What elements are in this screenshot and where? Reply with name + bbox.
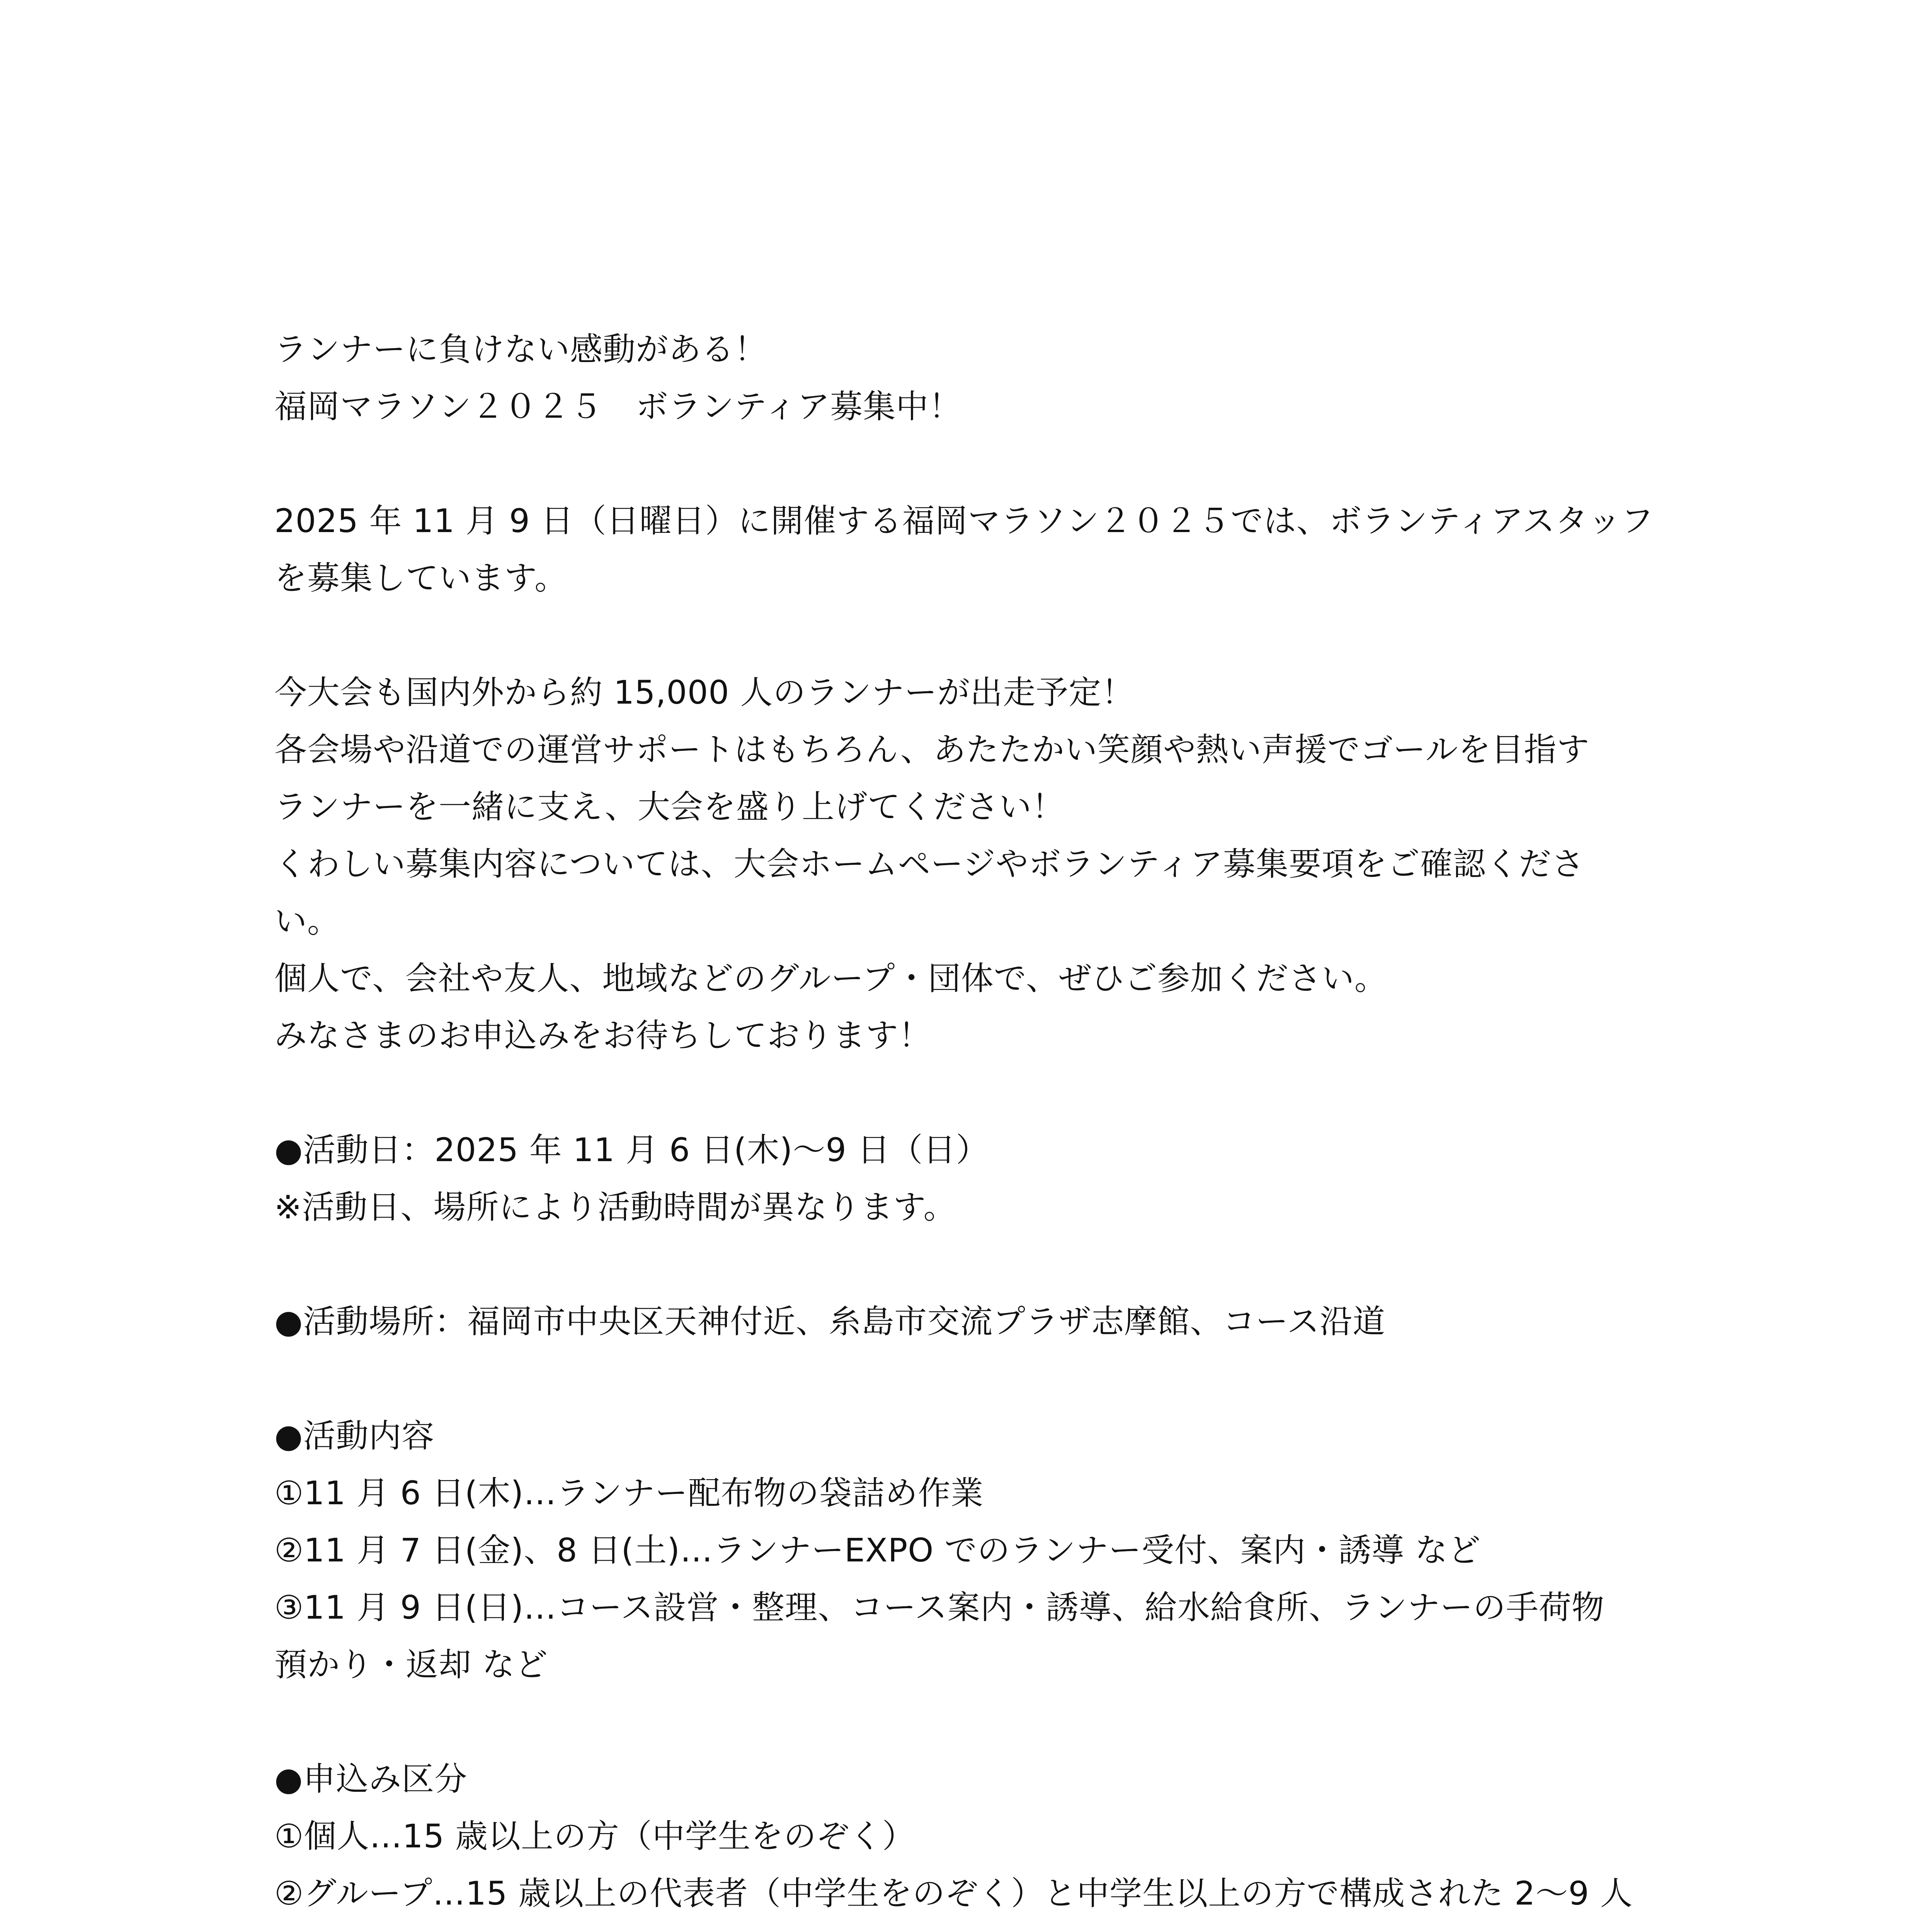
spacer <box>274 1064 1666 1121</box>
application-category-heading: ●申込み区分 <box>274 1760 468 1798</box>
body-line-5: い。 <box>274 902 340 940</box>
title-line-1: ランナーに負けない感動がある！ <box>274 330 767 368</box>
activity-place-heading: ●活動場所：福岡市中央区天神付近、糸島市交流プラザ志摩館、コース沿道 <box>274 1303 1386 1340</box>
spacer <box>274 1693 1666 1750</box>
activity-date-note: ※活動日、場所により活動時間が異なります。 <box>274 1188 956 1226</box>
spacer <box>274 435 1666 492</box>
intro-line-1: 2025 年 11 月 9 日（日曜日）に開催する福岡マラソン２０２５では、ボランティアスタッフ <box>274 502 1654 540</box>
activity-content-item-1: ①11 月 6 日(木)…ランナー配布物の袋詰め作業 <box>274 1474 984 1512</box>
body-line-4: くわしい募集内容については、大会ホームページやボランティア募集要項をご確認くださ <box>274 845 1584 883</box>
body-line-7: みなさまのお申込みをお待ちしております！ <box>274 1017 932 1054</box>
spacer <box>274 1236 1666 1293</box>
activity-content-heading: ●活動内容 <box>274 1417 435 1455</box>
activity-date-heading: ●活動日：2025 年 11 月 6 日(木)～9 日（日） <box>274 1131 989 1169</box>
body-line-6: 個人で、会社や友人、地域などのグループ・団体で、ぜひご参加ください。 <box>274 959 1387 997</box>
intro-line-2: を募集しています。 <box>274 559 568 597</box>
application-category-item-2-line-2 <box>274 1922 1666 1932</box>
body-line-2: 各会場や沿道での運営サポートはもちろん、あたたかい笑顔や熱い声援でゴールを目指す <box>274 731 1590 769</box>
application-category-item-2-line-1: ②グループ…15 歳以上の代表者（中学生をのぞく）と中学生以上の方で構成された 2～9 人 <box>274 1874 1633 1912</box>
spacer <box>274 607 1666 664</box>
body-line-1: 今大会も国内外から約 15,000 人のランナーが出走予定！ <box>274 673 1135 711</box>
activity-content-item-3-line-1: ③11 月 9 日(日)…コース設営・整理、コース案内・誘導、給水給食所、ランナーの手荷物 <box>274 1588 1605 1626</box>
body-line-3: ランナーを一緒に支え、大会を盛り上げてください！ <box>274 788 1065 826</box>
activity-content-item-3-line-2: 預かり・返却 など <box>274 1646 548 1684</box>
activity-content-item-2: ②11 月 7 日(金)、8 日(土)…ランナーEXPO でのランナー受付、案内・誘導 など <box>274 1531 1481 1569</box>
title-line-2: 福岡マラソン２０２５ ボランティア募集中！ <box>274 388 962 425</box>
spacer <box>274 1350 1666 1407</box>
application-category-item-1: ①個人…15 歳以上の方（中学生をのぞく） <box>274 1817 915 1855</box>
document-page <box>274 321 1666 1932</box>
